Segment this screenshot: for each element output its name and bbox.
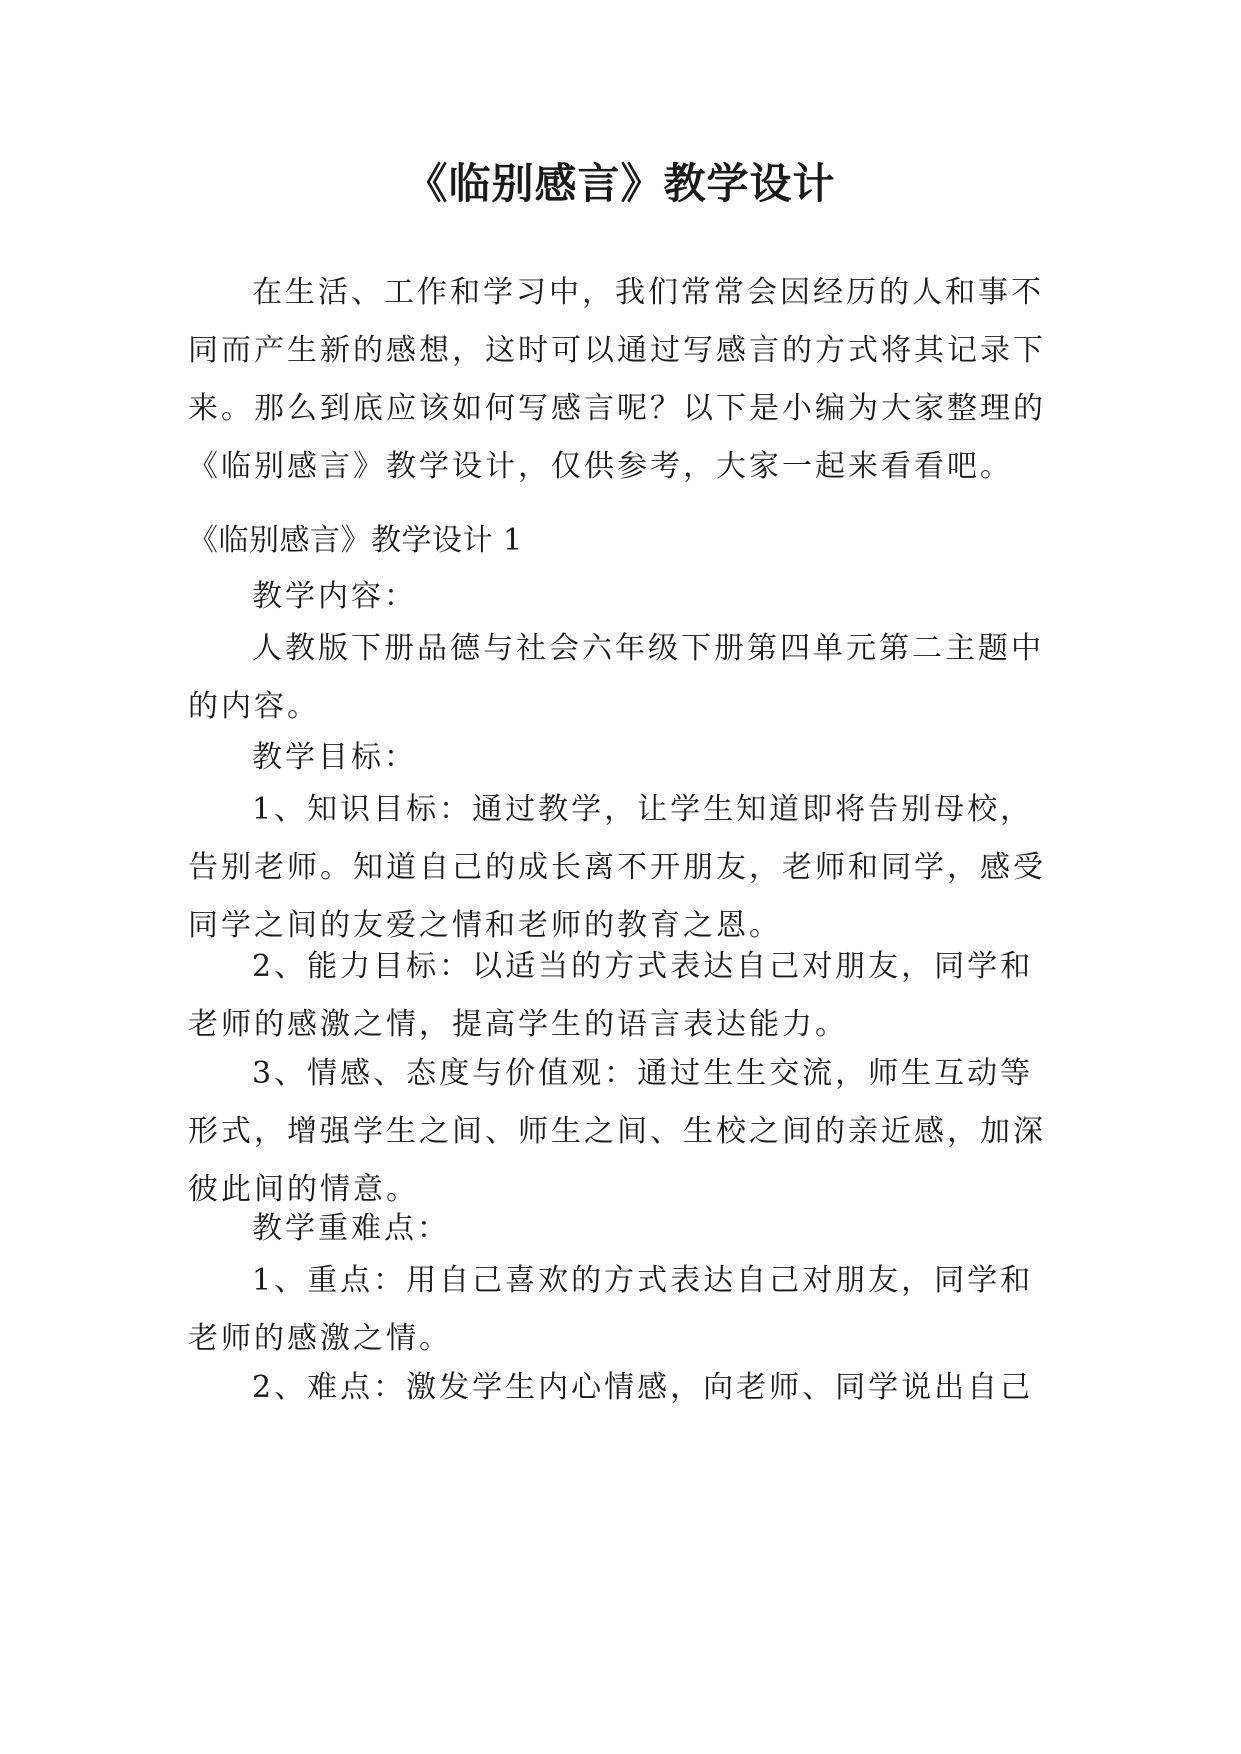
paragraph-teaching-goals-label: 教学目标：: [252, 740, 417, 775]
section-heading: 《临别感言》教学设计 1: [188, 523, 523, 558]
paragraph-key-point: 1、重点：用自己喜欢的方式表达自己对朋友，同学和老师的感激之情。: [188, 1263, 1034, 1356]
paragraph-teaching-content-label: 教学内容：: [252, 579, 417, 614]
document-title: 《临别感言》教学设计: [405, 159, 836, 208]
paragraph-difficult-point: 2、难点：激发学生内心情感，向老师、同学说出自己: [252, 1370, 1034, 1405]
paragraph-teaching-content: 人教版下册品德与社会六年级下册第四单元第二主题中的内容。: [188, 631, 1044, 724]
paragraph-goal-knowledge: 1、知识目标：通过教学，让学生知道即将告别母校，告别老师。知道自己的成长离不开朋友，老师和同学，感受同学之间的友爱之情和老师的教育之恩。: [188, 792, 1046, 943]
paragraph-goal-emotion: 3、情感、态度与价值观：通过生生交流，师生互动等形式，增强学生之间、师生之间、生校之间的亲近感，加深彼此间的情意。: [188, 1056, 1046, 1207]
paragraph-goal-ability: 2、能力目标：以适当的方式表达自己对朋友，同学和老师的感激之情，提高学生的语言表达能力。: [188, 949, 1034, 1042]
paragraph-key-difficult-label: 教学重难点：: [252, 1211, 450, 1246]
intro-paragraph: 在生活、工作和学习中，我们常常会因经历的人和事不同而产生新的感想，这时可以通过写感言的方式将其记录下来。那么到底应该如何写感言呢？以下是小编为大家整理的《临别感言》教学设计，仅供参考，大家一起来看看吧。: [188, 275, 1046, 484]
